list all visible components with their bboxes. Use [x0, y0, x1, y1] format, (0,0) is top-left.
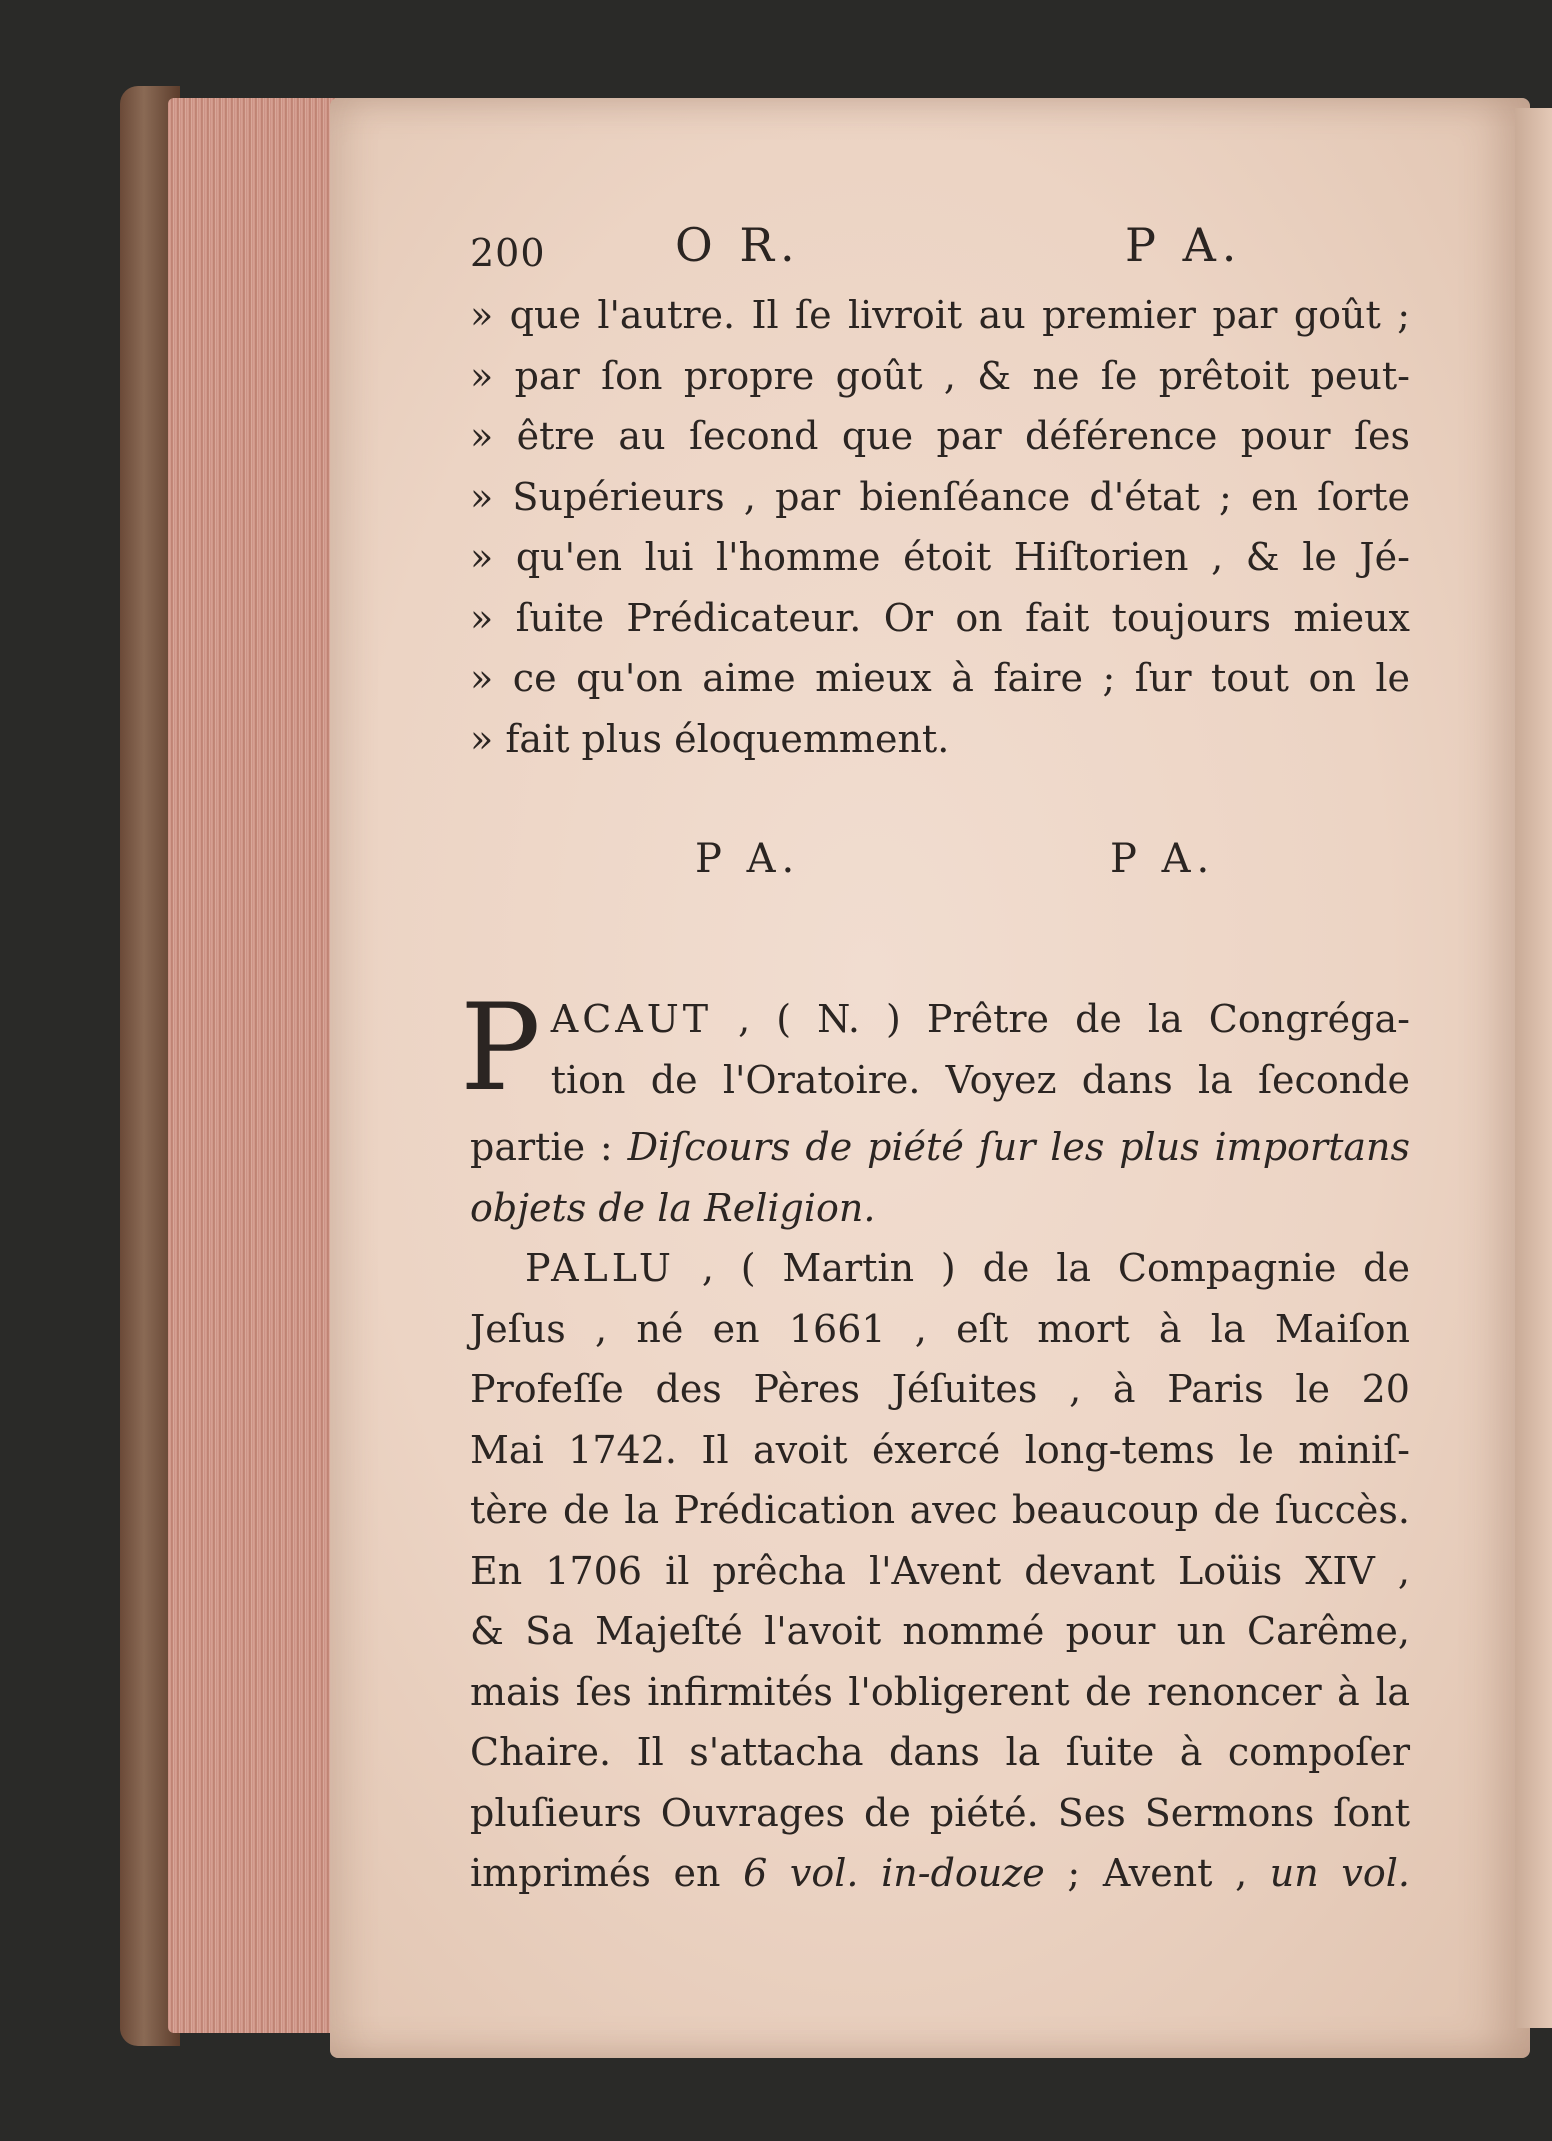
text-line	[470, 989, 1410, 1050]
book-title: objets de la Religion.	[470, 1185, 876, 1230]
format-note: un vol.	[1269, 1851, 1410, 1895]
text-line: Jeſus , né en 1661 , eſt mort à la Maiſon	[470, 1306, 1410, 1351]
section-heading	[470, 829, 1410, 959]
running-head	[470, 215, 1410, 285]
text-span: imprimés en	[470, 1851, 721, 1895]
page-number: 200	[470, 231, 546, 275]
text-line: tion de l'Oratoire. Voyez dans la ſeconde	[550, 1057, 1410, 1102]
continued-quotation	[470, 285, 1410, 769]
text-line: & Sa Majeſté l'avoit nommé pour un Carême,	[470, 1609, 1410, 1653]
page-text	[460, 215, 1410, 1904]
text-line: » par ſon propre goût , & ne ſe prêtoit peut-	[470, 353, 1410, 398]
text-line	[470, 1238, 1410, 1299]
text-line	[470, 1117, 1410, 1178]
text-line: pluſieurs Ouvrages de piété. Ses Sermons ſont	[470, 1790, 1410, 1835]
text-span: , ( N. ) Prêtre de la Congréga-	[738, 997, 1410, 1041]
text-span: , ( Martin ) de la Compagnie de	[701, 1246, 1410, 1290]
text-line: » ce qu'on aime mieux à faire ; ſur tout on le	[470, 656, 1410, 700]
entry-name: PALLU	[525, 1246, 675, 1290]
text-line: » fait plus éloquemment.	[470, 716, 950, 761]
text-line: Profeſſe des Pères Jéſuites , à Paris le 20	[470, 1367, 1410, 1411]
text-line: » être au ſecond que par déférence pour ſes	[470, 414, 1410, 458]
text-line: » ſuite Prédicateur. Or on fait toujours mieux	[470, 595, 1410, 640]
text-span: partie :	[470, 1125, 613, 1169]
text-line: tère de la Prédication avec beaucoup de ſuccès.	[470, 1488, 1410, 1532]
running-head-right: P A.	[1125, 218, 1243, 272]
section-heading-left: P A.	[695, 836, 801, 882]
text-line: Mai 1742. Il avoit éxercé long-tems le miniſ-	[470, 1427, 1410, 1472]
section-heading-right: P A.	[1110, 836, 1216, 882]
entry-pacaut	[460, 979, 1410, 1238]
text-line: » Supérieurs , par bienſéance d'état ; en ſorte	[470, 474, 1410, 519]
text-line	[470, 1843, 1410, 1904]
entry-name: ACAUT	[550, 997, 713, 1041]
text-line: Chaire. Il s'attacha dans la ſuite à compoſer	[470, 1730, 1410, 1774]
text-line: En 1706 il prêcha l'Avent devant Loüis XIV ,	[470, 1548, 1410, 1593]
format-note: 6 vol. in-douze	[743, 1851, 1045, 1895]
text-line: mais ſes infirmités l'obligerent de renoncer à la	[470, 1669, 1410, 1714]
running-head-left: O R.	[675, 218, 801, 272]
text-line: » qu'en lui l'homme étoit Hiſtorien , & le Jé-	[470, 535, 1410, 579]
text-line: » que l'autre. Il ſe livroit au premier par goût ;	[470, 293, 1410, 337]
entry-pallu	[470, 1238, 1410, 1904]
text-span: ; Avent ,	[1067, 1851, 1248, 1895]
book-title: Diſcours de piété ſur les plus importans	[627, 1125, 1410, 1169]
facing-page-edge	[1515, 108, 1552, 2028]
drop-cap: P	[460, 979, 541, 1118]
